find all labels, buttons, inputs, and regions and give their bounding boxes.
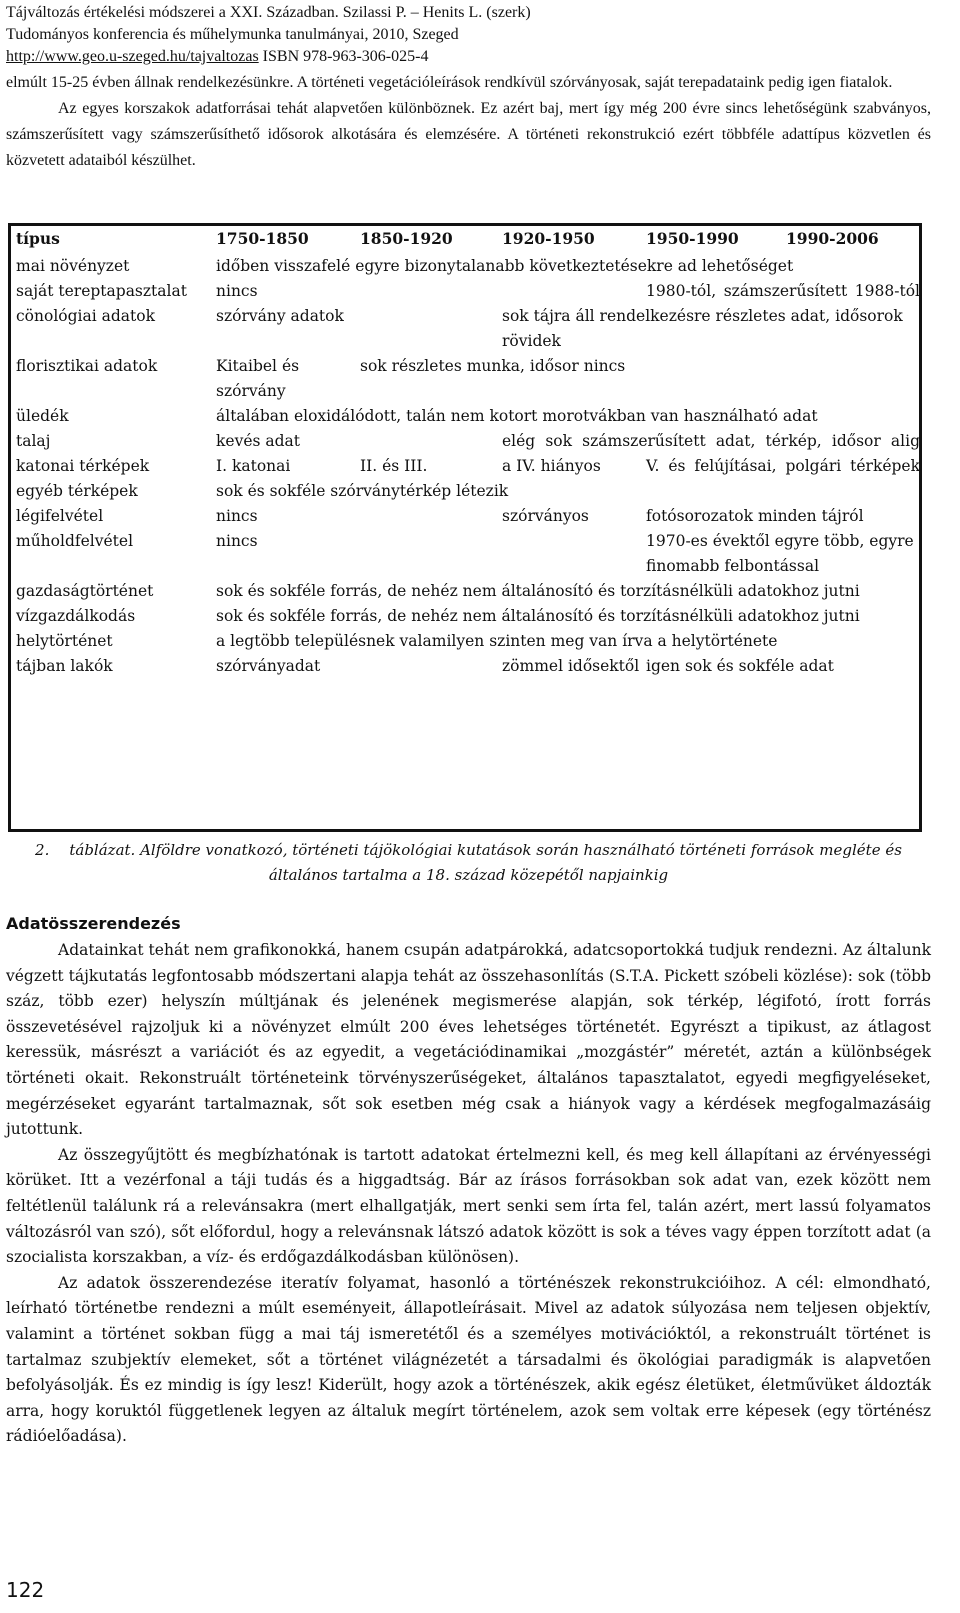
section-body (6, 938, 931, 1450)
caption-text: táblázat. Alföldre vonatkozó, történeti tájökológiai kutatások során használható történeti források megléte és általános tartalma a 18. század közepétől napjainkig (69, 841, 902, 884)
header-cell-period: 1990-2006 (786, 229, 879, 248)
row-label: üledék (16, 407, 69, 425)
table-row (16, 429, 920, 454)
body-paragraph-1: Adatainkat tehát nem grafikonokká, hanem csupán adatpárokká, adatcsoportokká tudjuk rendezni. Az általunk végzett tájkutatás legfontosabb módszertani alapja tehát az összehasonlítás (S.T.A. Pickett szóbeli közlése): sok (több száz, több ezer) helyszín múltjának és jelenének megismerése alapján, sok térkép, légifotó, írott forrás összevetésével rajzoljuk ki a növényzet elmúlt 200 éves lehetséges történetét. Egyrészt a tipikust, az átlagost keressük, másrészt a variációt és az egyedit, a vegetációdinamikai „mozgástér” méretét, aztán a különbségek történeti okait. Rekonstruált történeteink törvényszerűségeket, általános tapasztalatot, egyedi megfigyeléseket, megérzéseket egyaránt tartalmaznak, sőt sok esetben még csak a hiányok vagy a kérdések megfogalmazásáig jutottunk. (6, 941, 931, 1139)
sources-table (16, 226, 920, 679)
table-cell: szórványadat (216, 657, 321, 675)
table-row (16, 504, 920, 529)
table-cell: 1970-es évektől egyre több, egyre finomabb felbontással (646, 532, 914, 575)
row-label: mai növényzet (16, 257, 130, 275)
table-row (16, 279, 920, 304)
row-label: műholdfelvétel (16, 532, 134, 550)
row-label: talaj (16, 432, 51, 450)
header-url-link[interactable]: http://www.geo.u-szeged.hu/tajvaltozas (6, 48, 259, 65)
table-row (16, 629, 920, 654)
table-row (16, 529, 920, 579)
body-paragraph-3: Az adatok összerendezése iteratív folyamat, hasonló a történészek rekonstrukcióihoz. A cél: elmondható, leírható történetbe rendezni a múlt eseményeit, állapotleírásait. Mivel az adatok súlyozása nem teljesen objektív, valamint a történet sokban függ a mai táj ismeretétől és a személyes motivációktól, a rekonstruált történet is tartalmaz szubjektív elemeket, sőt a történet világnézetét a társadalmi és ökológiai paradigmák is alapvetően befolyásolják. És ez mindig is így lesz! Kiderült, hogy azok a történészek, akik egész életüket, életművüket áldozták arra, hogy koruktól függetlenek legyen az általuk megírt történelem, azok sem voltak erre képesek (egy történész rádióelőadása). (6, 1273, 931, 1446)
table-cell: szórvány adatok (216, 307, 344, 325)
row-label: tájban lakók (16, 657, 113, 675)
header-subtitle: Tudományos konferencia és műhelymunka tanulmányai, 2010, Szeged (6, 26, 459, 43)
table-cell: I. katonai (216, 457, 291, 475)
table-row (16, 654, 920, 679)
row-label: vízgazdálkodás (16, 607, 136, 625)
table-cell: sok és sokféle forrás, de nehéz nem általánosító és torzításnélküli adatokhoz jutni (216, 582, 860, 600)
row-label: helytörténet (16, 632, 113, 650)
table-row (16, 479, 920, 504)
row-label: florisztikai adatok (16, 357, 158, 375)
table-cell: szórványos (502, 507, 589, 525)
row-label: katonai térképek (16, 457, 150, 475)
row-label: gazdaságtörténet (16, 582, 154, 600)
header-title: Tájváltozás értékelési módszerei a XXI. Században. Szilassi P. – Henits L. (szerk) (6, 4, 531, 21)
table-cell: 1980-tól, számszerűsített 1988-tól (646, 282, 920, 300)
row-label: egyéb térképek (16, 482, 138, 500)
header-cell-type: típus (16, 229, 60, 248)
header-cell-period: 1920-1950 (502, 229, 595, 248)
table-cell: sok tájra áll rendelkezésre részletes adat, idősorok rövidek (502, 307, 903, 350)
table-cell: nincs (216, 532, 258, 550)
table-cell: V. és felújításai, polgári térképek (646, 457, 920, 475)
table-cell: igen sok és sokféle adat (646, 657, 834, 675)
table-cell: sok és sokféle szórványtérkép létezik (216, 482, 509, 500)
intro-paragraph-2: Az egyes korszakok adatforrásai tehát alapvetően különböznek. Ez azért baj, mert így még 200 évre sincs lehetőségünk szabványos, számszerűsített vagy számszerűsíthető idősorok alkotására és elemzésére. A történeti rekonstrukció ezért többféle adattípus közvetlen és közvetett adataiból készülhet. (6, 100, 931, 169)
body-paragraph-2: Az összegyűjtött és megbízhatónak is tartott adatokat értelmezni kell, és meg kell állapítani az érvényességi körüket. Itt a vezérfonal a táji tudás és a higgadtság. Bár az írásos forrásokban sok adat van, ezek között nem feltétlenül találunk rá a relevánsakra (mert elhallgatják, mert senki sem írta fel, talán azért, mert lassú folyamatos változásról van szó), sőt előfordul, hogy a relevánsnak látszó adatok között is sok a téves vagy éppen torzított adat (a szocialista korszakban, a víz- és erdőgazdálkodásban különösen). (6, 1145, 931, 1267)
table-row (16, 454, 920, 479)
table-cell: II. és III. (360, 457, 428, 475)
table-caption (6, 838, 931, 888)
header-cell-period: 1750-1850 (216, 229, 309, 248)
table-row (16, 579, 920, 604)
row-label: cönológiai adatok (16, 307, 155, 325)
header-cell-period: 1950-1990 (646, 229, 739, 248)
table-cell: a IV. hiányos (502, 457, 601, 475)
table-cell: fotósorozatok minden tájról (646, 507, 864, 525)
running-header (6, 2, 946, 68)
table-cell: nincs (216, 507, 258, 525)
table-row (16, 354, 920, 404)
intro-text (6, 70, 931, 174)
table-cell: elég sok számszerűsített adat, térkép, idősor alig (502, 432, 920, 450)
table-cell: nincs (216, 282, 258, 300)
page-number: 122 (6, 1578, 45, 1602)
header-cell-period: 1850-1920 (360, 229, 453, 248)
caption-number: 2. (35, 841, 50, 859)
table-cell: sok és sokféle forrás, de nehéz nem általánosító és torzításnélküli adatokhoz jutni (216, 607, 860, 625)
table-row (16, 304, 920, 354)
table-cell: a legtöbb településnek valamilyen szinten meg van írva a helytörténete (216, 632, 778, 650)
table-cell: Kitaibel és szórvány (216, 357, 300, 400)
table-row (16, 604, 920, 629)
table-cell: zömmel idősektől (502, 657, 640, 675)
table-row (16, 254, 920, 279)
section-heading: Adatösszerendezés (6, 914, 181, 933)
table-cell: időben visszafelé egyre bizonytalanabb következtetésekre ad lehetőséget (216, 257, 794, 275)
header-isbn: ISBN 978-963-306-025-4 (258, 48, 429, 65)
row-label: légifelvétel (16, 507, 104, 525)
table-row (16, 404, 920, 429)
table-cell: sok részletes munka, idősor nincs (360, 357, 626, 375)
table-cell: általában eloxidálódott, talán nem kotort morotvákban van használható adat (216, 407, 818, 425)
intro-paragraph-1: elmúlt 15-25 évben állnak rendelkezésünkre. A történeti vegetációleírások rendkívül szórványosak, saját terepadataink pedig igen fiatalok. (6, 74, 893, 91)
table-header-row (16, 226, 920, 254)
row-label: saját tereptapasztalat (16, 282, 187, 300)
header-url-line (6, 46, 946, 68)
table-cell: kevés adat (216, 432, 301, 450)
